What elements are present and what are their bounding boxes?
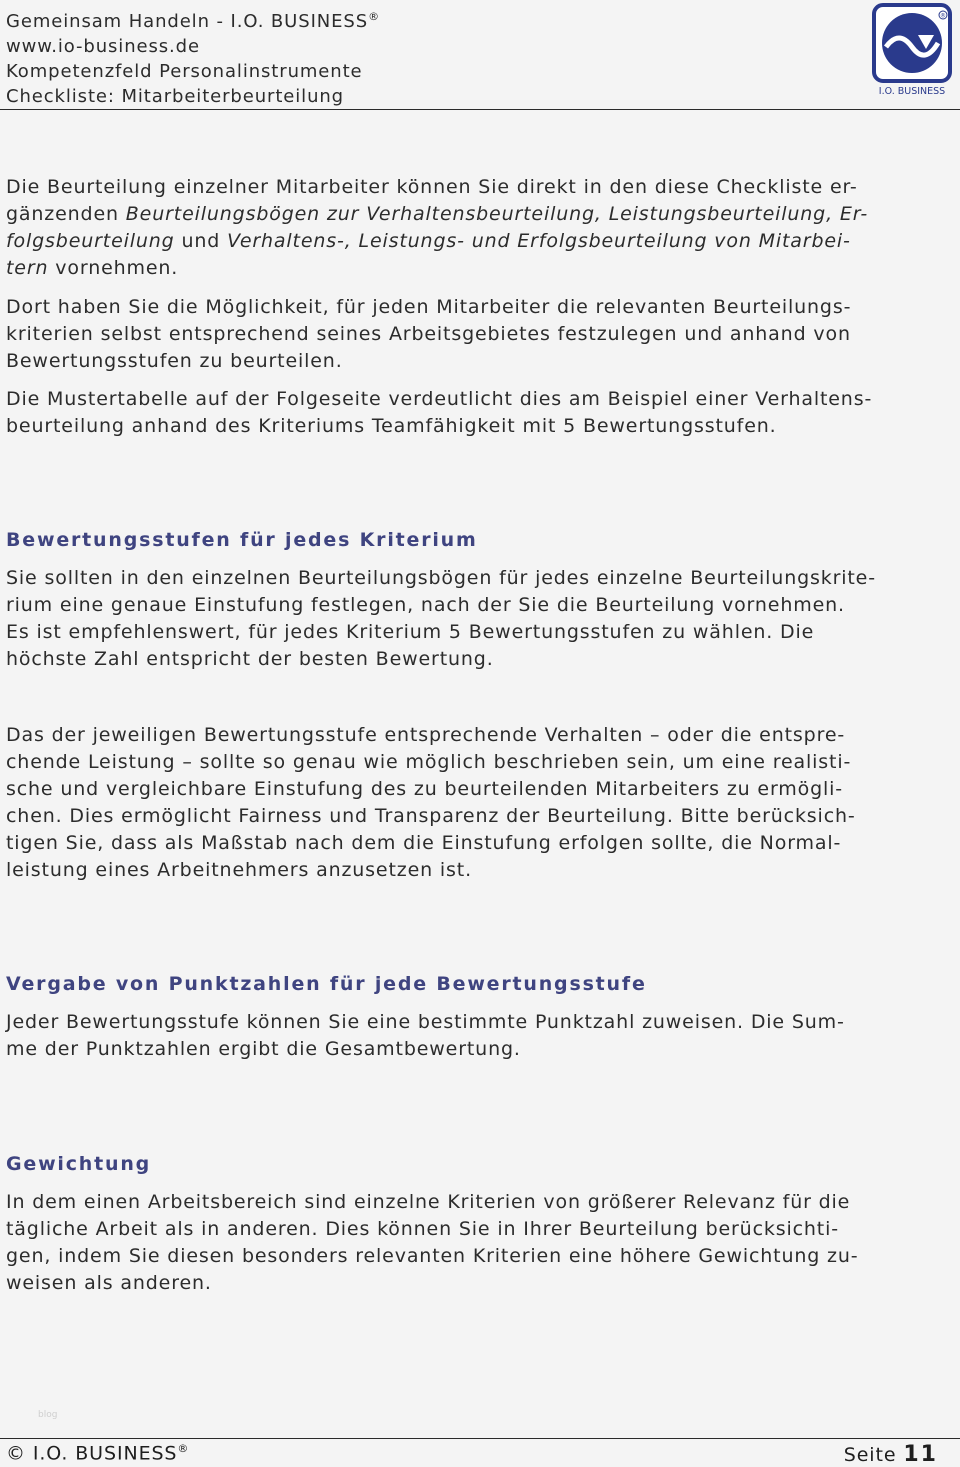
header-field: Kompetenzfeld Personalinstrumente	[6, 61, 363, 82]
logo-text: I.O. BUSINESS	[878, 86, 946, 97]
document-footer	[6, 1442, 938, 1467]
section-heading-gewichtung: Gewichtung	[6, 1153, 152, 1175]
paragraph-mustertabelle: Die Mustertabelle auf der Folgeseite verdeutlicht dies am Beispiel einer Verhaltens- beurteilung anhand des Kriteriums Teamfähigkeit mit 5 Bewertungsstufen.	[6, 388, 873, 437]
link-beurteilungsboegen[interactable]: Beurteilungsbögen zur Verhaltensbeurteilung, Leistungsbeurteilung, Er-	[125, 203, 869, 225]
header-doc-title: Checkliste: Mitarbeiterbeurteilung	[6, 86, 345, 107]
section-heading-bewertungsstufen: Bewertungsstufen für jedes Kriterium	[6, 529, 478, 551]
watermark-text: blog	[38, 1410, 58, 1420]
header-rule	[0, 109, 960, 110]
section3-paragraph: In dem einen Arbeitsbereich sind einzelne Kriterien von größerer Relevanz für die tägliche Arbeit als in anderen. Dies können Sie in Ihrer Beurteilung berücksichti- gen, indem Sie diesen besonders relevanten Kriterien eine höhere Gewichtung zu- weisen als anderen.	[6, 1191, 859, 1294]
logo-registered-mark: ®	[940, 12, 946, 20]
paragraph-moeglichkeit: Dort haben Sie die Möglichkeit, für jeden Mitarbeiter die relevanten Beurteilungs- kriterien selbst entsprechend seines Arbeitsgebietes festzulegen und anhand von Bewertungsstufen zu beurteilen.	[6, 296, 852, 372]
intro-paragraph: Die Beurteilung einzelner Mitarbeiter können Sie direkt in den diese Checkliste er- gänzenden Beurteilungsbögen zur Verhaltensbeurteilung, Leistungsbeurteilung, Er- folgsbeurteilung und Verhaltens-, Leistungs- und Erfolgsbeurteilung von Mitarbei- tern vornehmen.	[6, 176, 869, 279]
section1-paragraph-2: Das der jeweiligen Bewertungsstufe entsprechende Verhalten – oder die entspre- chende Leistung – sollte so genau wie möglich beschrieben sein, um eine realisti- sche und vergleichbare Einstufung des zu beurteilenden Mitarbeiters zu ermögli- chen. Dies ermöglicht Fairness und Transparenz der Beurteilung. Bitte berücksich- tigen Sie, dass als Maßstab nach dem die Einstufung erfolgen sollte, die Normal- leistung eines Arbeitnehmers anzusetzen ist.	[6, 724, 856, 881]
header-url[interactable]: www.io-business.de	[6, 36, 200, 57]
section-heading-punktzahlen: Vergabe von Punktzahlen für jede Bewertungsstufe	[6, 973, 647, 995]
section1-paragraph-1: Sie sollten in den einzelnen Beurteilungsbögen für jedes einzelne Beurteilungskrite- rium eine genaue Einstufung festlegen, nach der Sie die Beurteilung vornehmen. Es ist empfehlenswert, für jedes Kriterium 5 Bewertungsstufen zu wählen. Die höchste Zahl entspricht der besten Bewertung.	[6, 567, 876, 670]
footer-rule	[0, 1438, 960, 1439]
document-header	[6, 4, 380, 109]
section2-paragraph: Jeder Bewertungsstufe können Sie eine bestimmte Punktzahl zuweisen. Die Sum- me der Punktzahlen ergibt die Gesamtbewertung.	[6, 1011, 845, 1060]
footer-copyright: © I.O. BUSINESS®	[6, 1442, 190, 1465]
io-business-logo	[872, 3, 956, 98]
footer-page-number: Seite 11	[843, 1442, 938, 1467]
header-company: Gemeinsam Handeln - I.O. BUSINESS®	[6, 10, 380, 32]
link-gesamtbeurteilung[interactable]: Verhaltens-, Leistungs- und Erfolgsbeurteilung von Mitarbei-	[227, 230, 851, 252]
